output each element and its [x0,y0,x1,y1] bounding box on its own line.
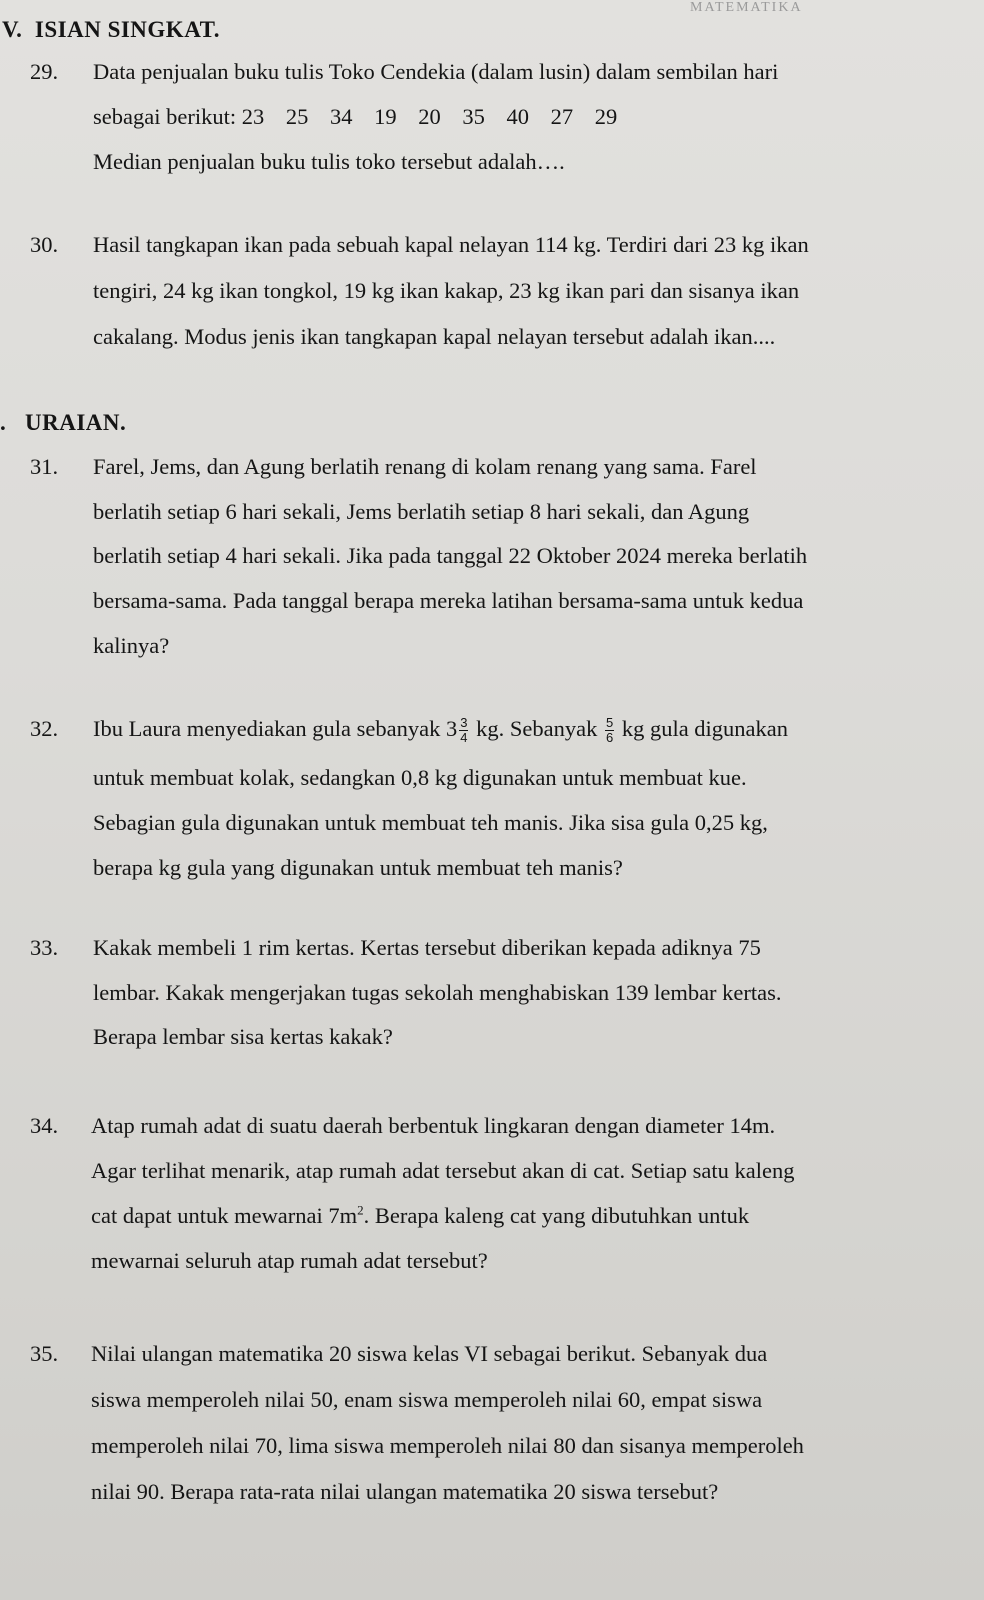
q29-value: 35 [462,104,485,129]
q34-line-1: Atap rumah adat di suatu daerah berbentuk lingkaran dengan diameter 14m. [91,1113,776,1138]
section-vi-label: . [0,410,7,435]
q34-line-3 [91,1201,749,1231]
q32-mixed-numerator: 3 [460,715,468,731]
section-v-label: V. [2,17,23,42]
q29-prefix: sebagai berikut: [93,104,237,129]
q32-text-c: kg gula digunakan [621,716,789,741]
q31-number: 31. [30,454,59,479]
q29-value: 23 [241,104,265,129]
q32-line-2: untuk membuat kolak, sedangkan 0,8 kg digunakan untuk membuat kue. [93,765,747,790]
q32-numerator: 5 [605,715,614,731]
q29-line-2 [93,102,617,132]
q29-line-1: Data penjualan buku tulis Toko Cendekia (dalam lusin) dalam sembilan hari [93,59,779,84]
q29-line-3: Median penjualan buku tulis toko tersebut adalah…. [93,149,565,174]
q29-value: 40 [506,104,529,129]
q29-value: 27 [550,104,574,129]
q34-line-4: mewarnai seluruh atap rumah adat tersebut? [91,1248,488,1273]
q31-line-3: berlatih setiap 4 hari sekali. Jika pada tanggal 22 Oktober 2024 mereka berlatih [93,543,808,568]
q34-exponent: 2 [357,1202,364,1218]
q30-line-2: tengiri, 24 kg ikan tongkol, 19 kg ikan kakap, 23 kg ikan pari dan sisanya ikan [93,278,800,303]
q29-value: 20 [418,104,441,129]
q31-line-1: Farel, Jems, dan Agung berlatih renang di kolam renang yang sama. Farel [93,454,757,479]
q32-denominator: 6 [605,730,614,746]
section-vi-title: URAIAN. [25,410,127,435]
q32-mixed-fraction [459,716,468,745]
q31-line-2: berlatih setiap 6 hari sekali, Jems berlatih setiap 8 hari sekali, dan Agung [93,499,750,524]
section-vi-heading [0,408,126,438]
q30-line-1: Hasil tangkapan ikan pada sebuah kapal nelayan 114 kg. Terdiri dari 23 kg ikan [93,232,809,257]
q33-line-1: Kakak membeli 1 rim kertas. Kertas tersebut diberikan kepada adiknya 75 [93,935,761,960]
q35-line-3: memperoleh nilai 70, lima siswa memperoleh nilai 80 dan sisanya memperoleh [91,1433,804,1458]
q29-value: 25 [285,104,309,129]
q32-fraction [605,716,614,745]
q30-number: 30. [30,232,59,257]
q31-line-4: bersama-sama. Pada tanggal berapa mereka latihan bersama-sama untuk kedua [93,588,804,613]
q34-number: 34. [30,1113,59,1138]
q29-value: 29 [594,104,618,129]
faint-header: MATEMATIKA [690,0,803,15]
section-v-heading [2,15,220,45]
q33-line-2: lembar. Kakak mengerjakan tugas sekolah menghabiskan 139 lembar kertas. [93,980,782,1005]
q33-line-3: Berapa lembar sisa kertas kakak? [93,1024,393,1049]
q32-mixed-whole: 3 [445,716,458,741]
q29-number: 29. [30,59,59,84]
q35-line-1: Nilai ulangan matematika 20 siswa kelas VI sebagai berikut. Sebanyak dua [91,1341,768,1366]
q32-text-b: kg. Sebanyak [476,716,598,741]
q32-number: 32. [30,716,59,741]
q34-text-b: . Berapa kaleng cat yang dibutuhkan untuk [363,1203,750,1228]
q32-text-a: Ibu Laura menyediakan gula sebanyak [93,716,441,741]
q35-line-2: siswa memperoleh nilai 50, enam siswa memperoleh nilai 60, empat siswa [91,1387,763,1412]
q32-mixed-denominator: 4 [460,730,468,746]
q32-line-4: berapa kg gula yang digunakan untuk membuat teh manis? [93,855,623,880]
q34-line-2: Agar terlihat menarik, atap rumah adat tersebut akan di cat. Setiap satu kaleng [91,1158,795,1183]
q35-line-4: nilai 90. Berapa rata-rata nilai ulangan matematika 20 siswa tersebut? [91,1479,719,1504]
q32-line-3: Sebagian gula digunakan untuk membuat teh manis. Jika sisa gula 0,25 kg, [93,810,768,835]
q29-value: 19 [374,104,397,129]
q32-line-1 [93,714,788,745]
q34-text-a: cat dapat untuk mewarnai [91,1203,323,1228]
q29-value: 34 [329,104,353,129]
section-v-title: ISIAN SINGKAT. [34,17,220,42]
q31-line-5: kalinya? [93,633,170,658]
q35-number: 35. [30,1341,59,1366]
q34-unit: 7m [328,1203,358,1228]
q30-line-3: cakalang. Modus jenis ikan tangkapan kapal nelayan tersebut adalah ikan.... [93,324,776,349]
q33-number: 33. [30,935,59,960]
